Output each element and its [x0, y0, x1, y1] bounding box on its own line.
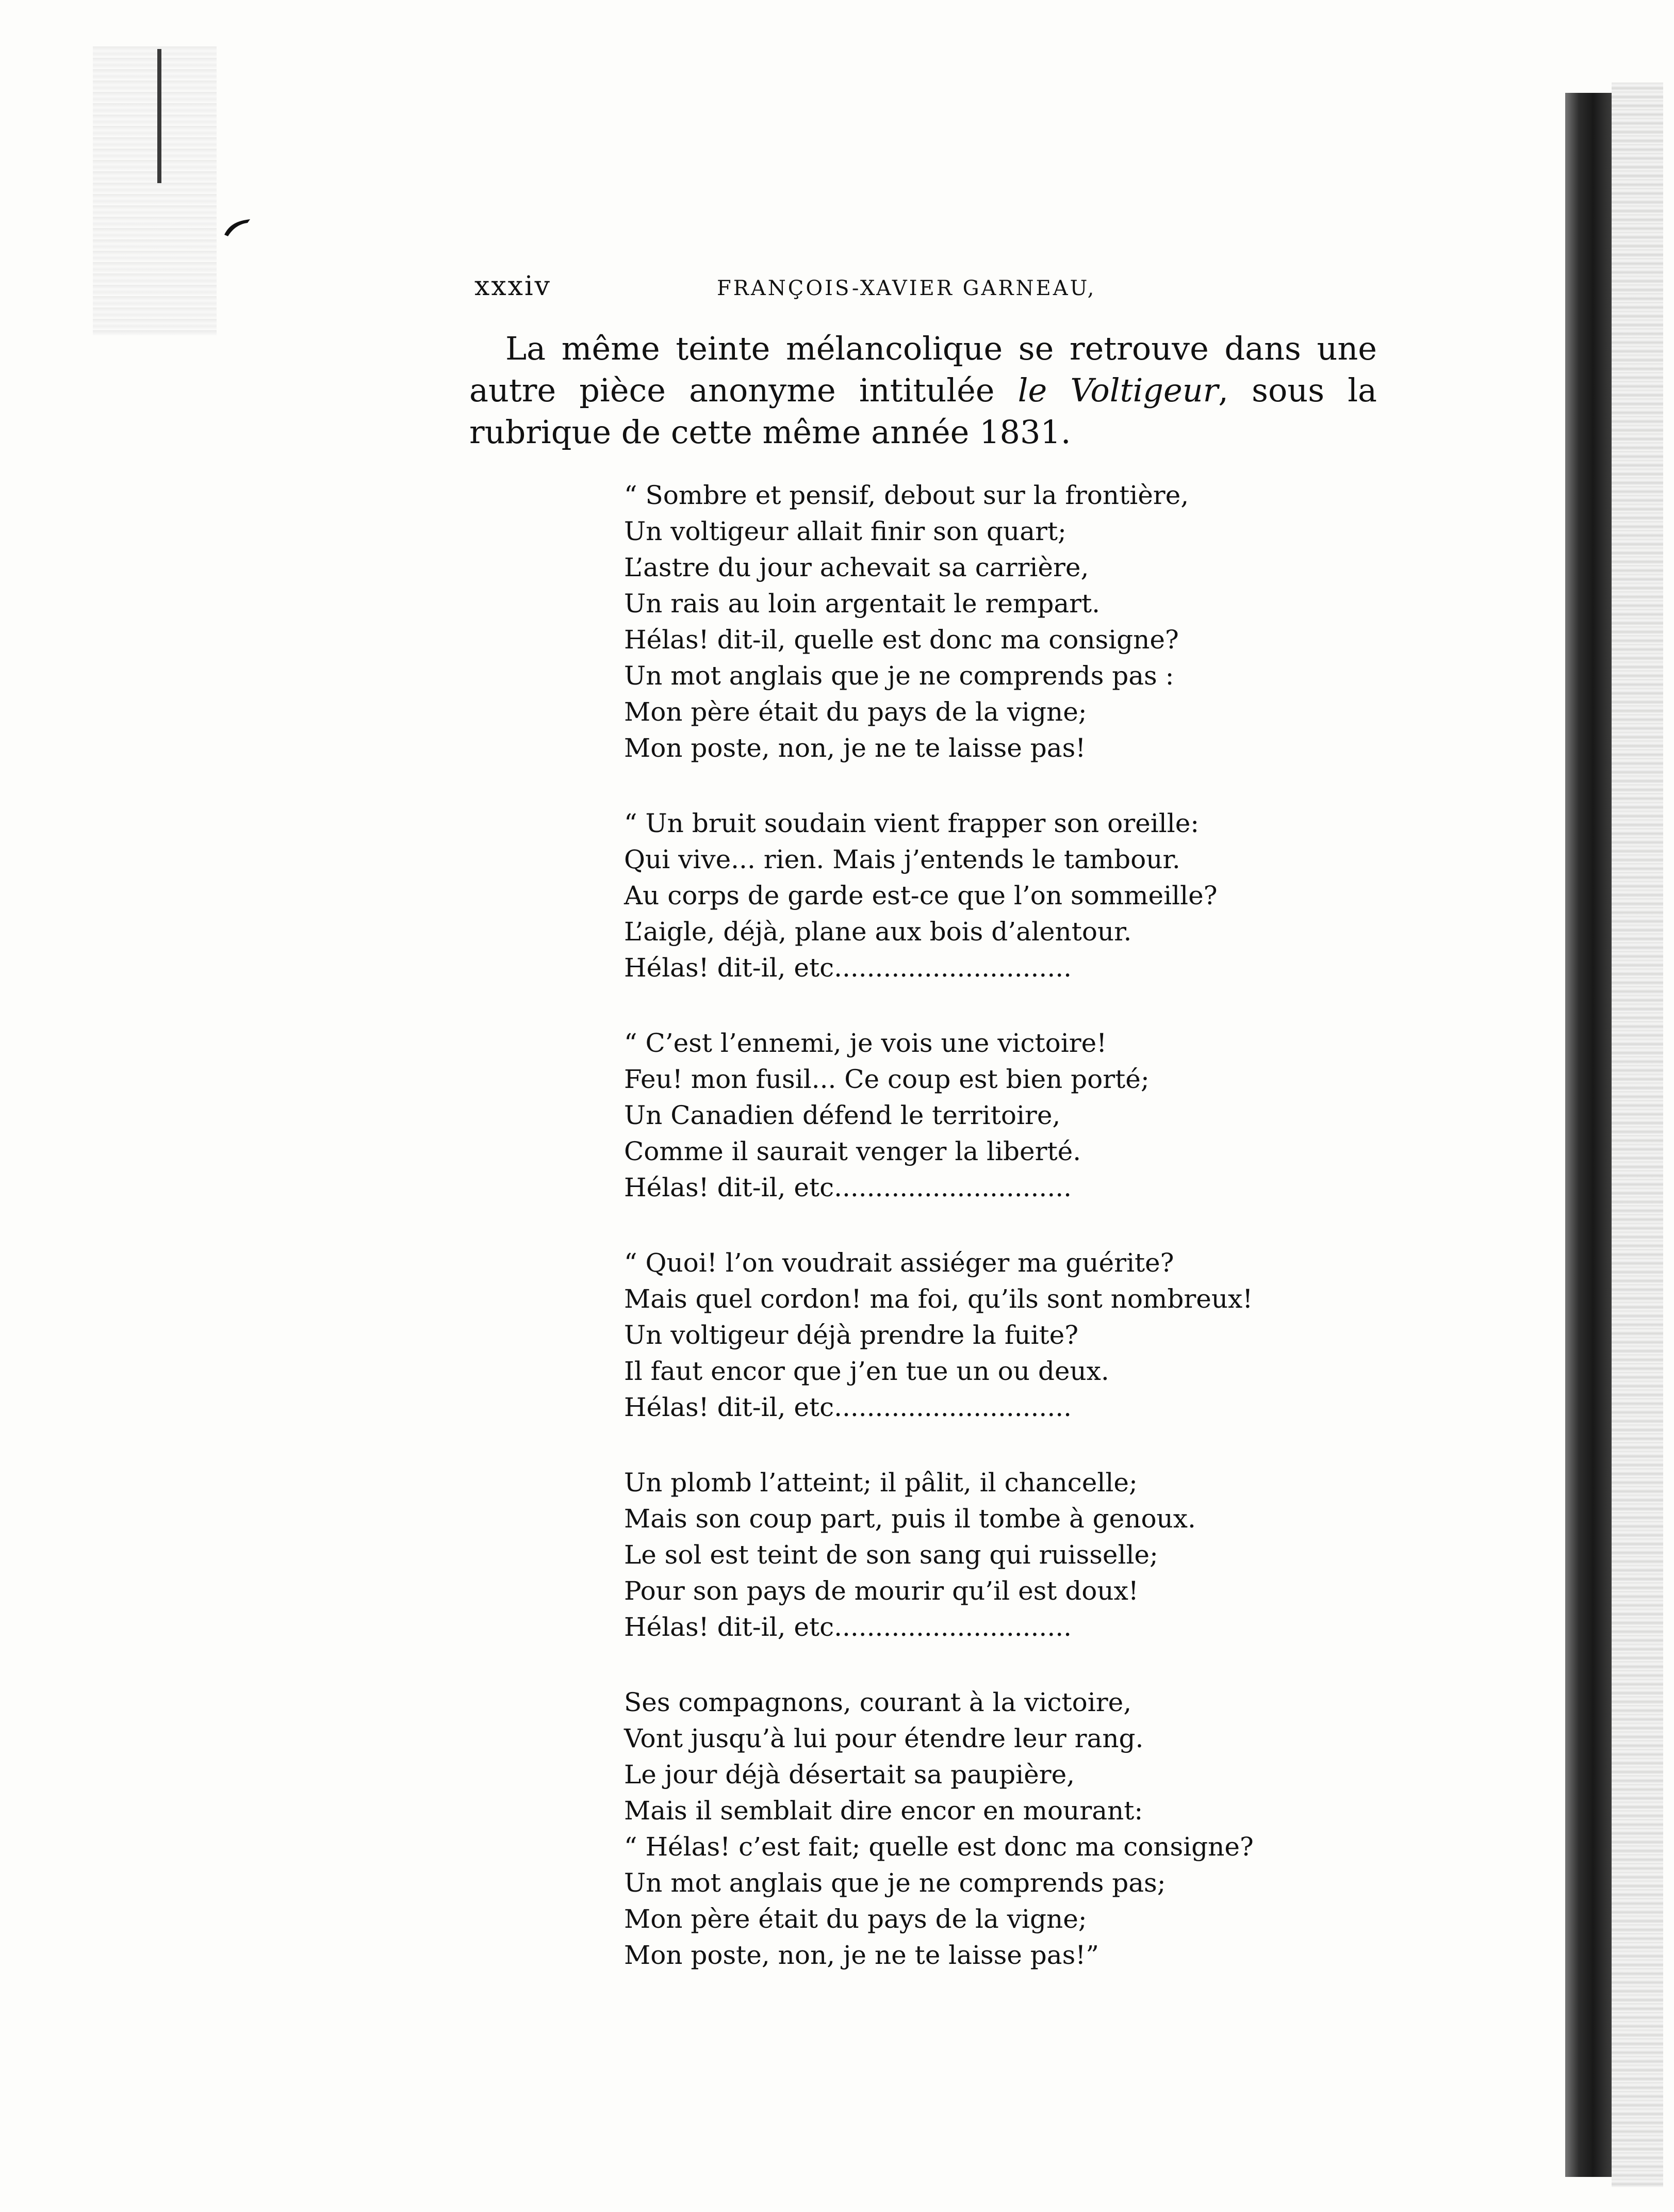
poem-line: L’astre du jour achevait sa carrière, [624, 552, 1089, 582]
poem-line: Mon poste, non, je ne te laisse pas!” [624, 1940, 1099, 1970]
poem-line: “ C’est l’ennemi, je vois une victoire! [624, 1028, 1107, 1058]
intro-text-after: , sous la rubrique de cette même année 1831. [469, 371, 1377, 451]
poem-line: “ Hélas! c’est fait; quelle est donc ma consigne? [624, 1832, 1254, 1862]
page-number: xxxiv [474, 271, 551, 302]
intro-paragraph [469, 328, 1377, 453]
poem-line: Le jour déjà désertait sa paupière, [624, 1760, 1075, 1790]
poem-line: Un rais au loin argentait le rempart. [624, 589, 1101, 619]
poem-line: Mais quel cordon! ma foi, qu’ils sont nombreux! [624, 1284, 1253, 1314]
poem-line: Comme il saurait venger la liberté. [624, 1136, 1081, 1166]
book-binding-edge [1565, 93, 1612, 2177]
poem-line: Hélas! dit-il, etc............................. [624, 1392, 1072, 1422]
scan-noise-right [1612, 83, 1663, 2187]
poem-line: “ Quoi! l’on voudrait assiéger ma guérite? [624, 1248, 1174, 1278]
poem-line: Hélas! dit-il, quelle est donc ma consigne? [624, 625, 1179, 655]
poem-line: L’aigle, déjà, plane aux bois d’alentour. [624, 917, 1132, 947]
poem-line: Mon père était du pays de la vigne; [624, 1904, 1087, 1934]
poem-line: Au corps de garde est-ce que l’on sommeille? [624, 881, 1218, 910]
poem-line: Un Canadien défend le territoire, [624, 1100, 1061, 1130]
poem [624, 477, 1372, 2012]
poem-line: Hélas! dit-il, etc............................. [624, 1173, 1072, 1202]
poem-stanza [624, 1025, 1372, 1206]
poem-line: Qui vive... rien. Mais j’entends le tambour. [624, 844, 1180, 874]
poem-line: Un mot anglais que je ne comprends pas; [624, 1868, 1166, 1898]
poem-line: Pour son pays de mourir qu’il est doux! [624, 1576, 1139, 1606]
ink-mark-icon [222, 217, 253, 237]
poem-line: Mais il semblait dire encor en mourant: [624, 1796, 1143, 1826]
poem-line: Ses compagnons, courant à la victoire, [624, 1687, 1132, 1717]
poem-title-italic: le Voltigeur [1017, 371, 1219, 409]
poem-line: Il faut encor que j’en tue un ou deux. [624, 1356, 1109, 1386]
poem-line: Un plomb l’atteint; il pâlit, il chancelle; [624, 1468, 1138, 1498]
poem-line: Un voltigeur allait finir son quart; [624, 516, 1066, 546]
poem-line: Un voltigeur déjà prendre la fuite? [624, 1320, 1079, 1350]
intro-text-before: La même teinte mélancolique se retrouve dans une autre pièce anonyme intitulée [469, 330, 1377, 409]
poem-line: Mais son coup part, puis il tombe à genoux. [624, 1504, 1196, 1534]
poem-stanza [624, 1684, 1372, 1973]
poem-line: Hélas! dit-il, etc............................. [624, 1612, 1072, 1642]
poem-line: Feu! mon fusil... Ce coup est bien porté; [624, 1064, 1150, 1094]
poem-line: “ Un bruit soudain vient frapper son oreille: [624, 808, 1200, 838]
poem-line: Hélas! dit-il, etc............................. [624, 953, 1072, 983]
poem-stanza [624, 805, 1372, 986]
scan-edge-mark [157, 49, 161, 183]
poem-line: Vont jusqu’à lui pour étendre leur rang. [624, 1723, 1144, 1753]
running-head [474, 268, 1248, 304]
scan-noise-left [93, 46, 217, 335]
poem-stanza [624, 477, 1372, 766]
poem-line: Mon poste, non, je ne te laisse pas! [624, 733, 1086, 763]
running-head-title: FRANÇOIS-XAVIER GARNEAU, [717, 276, 1096, 300]
poem-line: “ Sombre et pensif, debout sur la frontière, [624, 480, 1189, 510]
poem-line: Mon père était du pays de la vigne; [624, 697, 1087, 727]
poem-line: Le sol est teint de son sang qui ruisselle; [624, 1540, 1158, 1570]
poem-stanza [624, 1245, 1372, 1425]
poem-stanza [624, 1465, 1372, 1645]
poem-line: Un mot anglais que je ne comprends pas : [624, 661, 1174, 691]
